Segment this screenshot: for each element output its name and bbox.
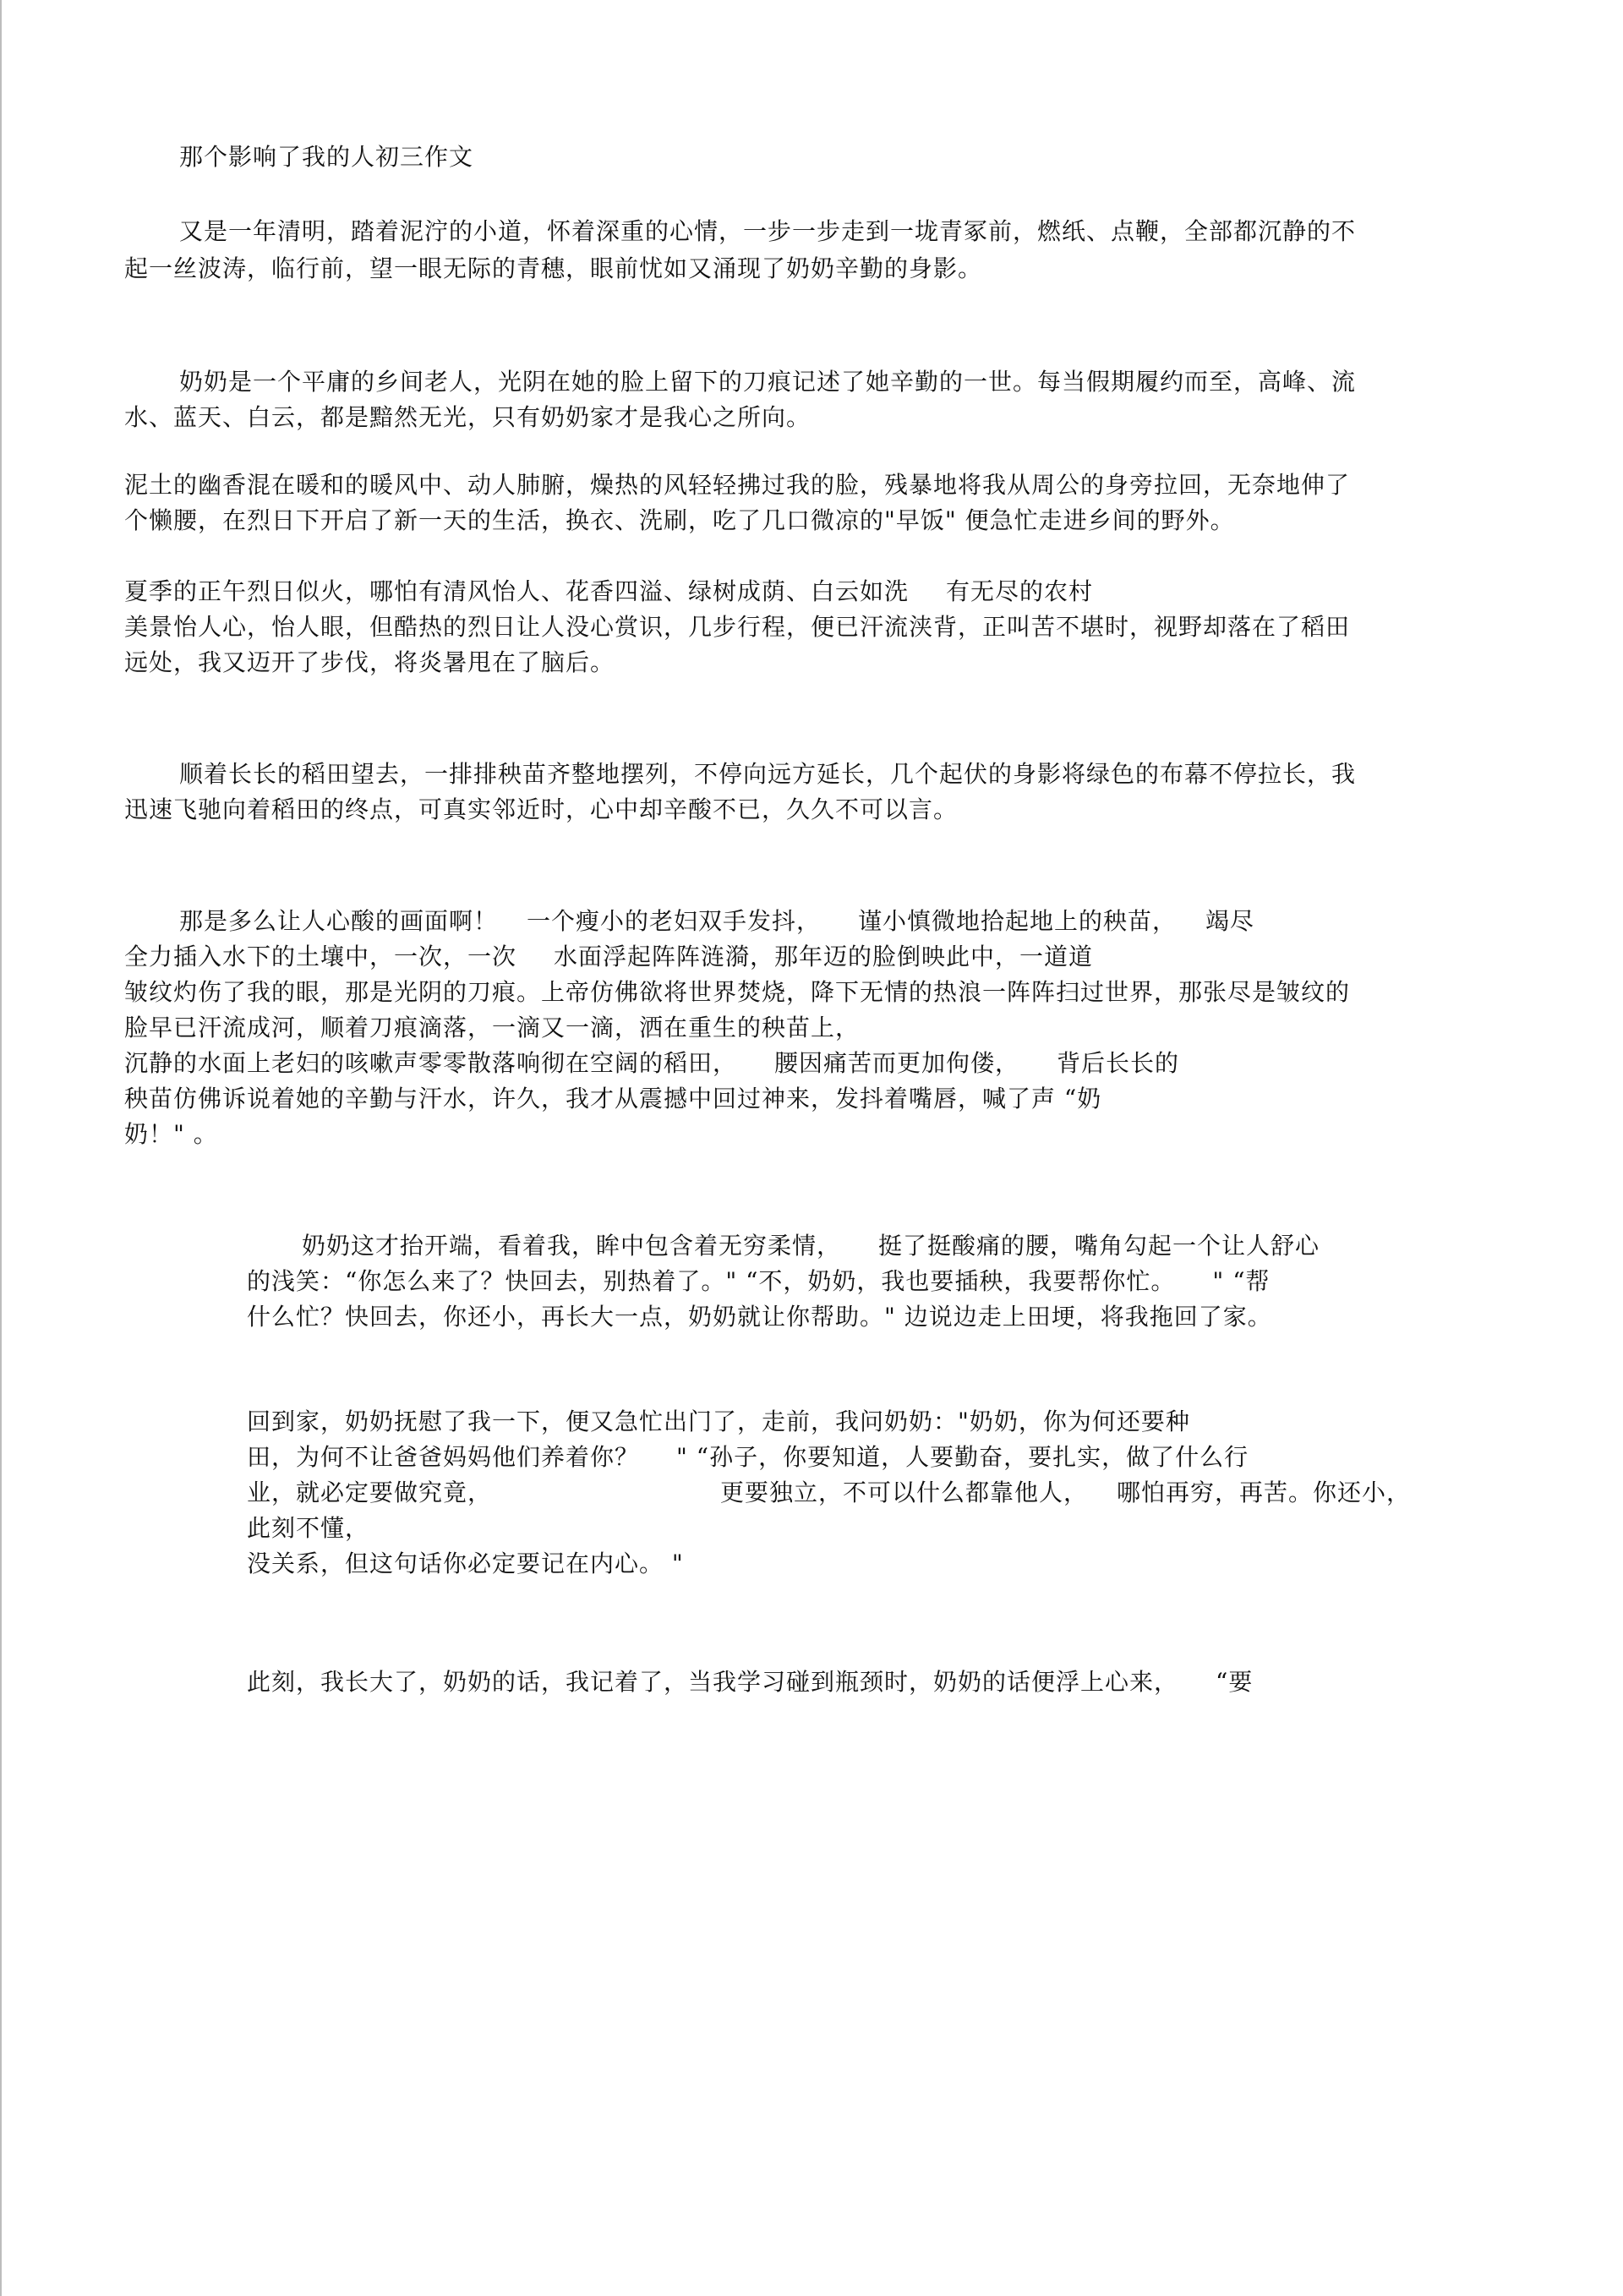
paragraph-6-line-1-part-c: 谨小慎微地拾起地上的秧苗，	[858, 907, 1178, 935]
paragraph-3-line-1: 泥土的幽香混在暖和的暖风中、动人肺腑，燥热的风轻轻拂过我的脸，残暴地将我从周公的身旁拉回，无奈地伸了	[124, 471, 1351, 499]
paragraph-9-line-1	[247, 1667, 1253, 1697]
paragraph-3-line-2: 个懒腰，在烈日下开启了新一天的生活，换衣、洗刷，吃了几口微凉的"早饭" 便急忙走进乡间的野外。	[124, 506, 1235, 534]
paragraph-9-line-1-part-b: “要	[1216, 1668, 1254, 1696]
paragraph-4-line-2: 美景怡人心，怡人眼，但酷热的烈日让人没心赏识，几步行程，便已汗流浃背，正叫苦不堪时，视野却落在了稻田	[124, 613, 1351, 641]
paragraph-5-line-2: 迅速飞驰向着稻田的终点，可真实邻近时，心中却辛酸不已，久久不可以言。	[124, 795, 959, 823]
paragraph-1-line-1: 又是一年清明，踏着泥泞的小道，怀着深重的心情，一步一步走到一垅青冢前，燃纸、点鞭，全部都沉静的不	[179, 217, 1357, 245]
paragraph-6-line-5-part-b: 腰因痛苦而更加佝偻，	[774, 1049, 1020, 1077]
paragraph-4-line-1-part-a: 夏季的正午烈日似火，哪怕有清风怡人、花香四溢、绿树成荫、白云如洗	[124, 577, 910, 605]
paragraph-6-line-3: 皱纹灼伤了我的眼，那是光阴的刀痕。上帝仿佛欲将世界焚烧，降下无情的热浪一阵阵扫过世界，那张尽是皱纹的	[124, 978, 1351, 1006]
paragraph-6-line-7: 奶！" 。	[124, 1120, 218, 1148]
paragraph-2-line-2: 水、蓝天、白云，都是黯然无光，只有奶奶家才是我心之所向。	[124, 403, 812, 431]
paragraph-1-line-2: 起一丝波涛，临行前，望一眼无际的青穗，眼前忧如又涌现了奶奶辛勤的身影。	[124, 254, 983, 282]
paragraph-2-line-1: 奶奶是一个平庸的乡间老人，光阴在她的脸上留下的刀痕记述了她辛勤的一世。每当假期履约而至，高峰、流	[179, 368, 1357, 396]
paragraph-6-line-5	[124, 1048, 1179, 1079]
paragraph-7-line-1-part-a: 奶奶这才抬开端，看着我，眸中包含着无穷柔情，	[302, 1232, 842, 1260]
paragraph-8-line-4: 此刻不懂，	[247, 1514, 370, 1542]
paragraph-8-line-3-part-c: 哪怕再穷，再苦。你还小，	[1117, 1479, 1412, 1506]
paragraph-4-line-3: 远处，我又迈开了步伐，将炎暑甩在了脑后。	[124, 648, 615, 676]
paragraph-7-line-3: 什么忙？快回去，你还小，再长大一点，奶奶就让你帮助。" 边说边走上田埂，将我拖回了家。	[247, 1303, 1272, 1331]
paragraph-6-line-6: 秧苗仿佛诉说着她的辛勤与汗水，许久，我才从震撼中回过神来，发抖着嘴唇，喊了声 “奶	[124, 1085, 1102, 1112]
paragraph-7-line-2-part-a: 的浅笑：“你怎么来了？快回去，别热着了。" “不，奶奶，我也要插秧，我要帮你忙。	[247, 1267, 1176, 1295]
paragraph-7-line-1	[302, 1231, 1320, 1261]
paragraph-6-line-2-part-a: 全力插入水下的土壤中，一次，一次	[124, 943, 517, 970]
paragraph-6-line-1	[179, 906, 1254, 937]
paragraph-6-line-1-part-b: 一个瘦小的老妇双手发抖，	[527, 907, 822, 935]
paragraph-8-line-3-part-b: 更要独立，不可以什么都靠他人，	[720, 1479, 1089, 1506]
paragraph-6-line-4: 脸早已汗流成河，顺着刀痕滴落，一滴又一滴，洒在重生的秧苗上，	[124, 1014, 861, 1041]
paragraph-4-line-1	[124, 577, 1093, 607]
paragraph-6-line-2	[124, 942, 1093, 972]
paragraph-6-line-1-part-a: 那是多么让人心酸的画面啊！	[179, 907, 499, 935]
paragraph-6-line-2-part-b: 水面浮起阵阵涟漪，那年迈的脸倒映此中，一道道	[554, 943, 1094, 970]
paragraph-8-line-2	[247, 1442, 1249, 1473]
paragraph-8-line-3	[247, 1478, 1411, 1508]
paragraph-6-line-1-part-d: 竭尽	[1205, 907, 1255, 935]
paragraph-6-line-5-part-c: 背后长长的	[1057, 1049, 1180, 1077]
paragraph-4-line-1-part-b: 有无尽的农村	[946, 577, 1094, 605]
paragraph-8-line-2-part-a: 田，为何不让爸爸妈妈他们养着你？	[247, 1443, 640, 1471]
paragraph-6-line-5-part-a: 沉静的水面上老妇的咳嗽声零零散落响彻在空阔的稻田，	[124, 1049, 738, 1077]
paragraph-8-line-3-part-a: 业，就必定要做究竟，	[247, 1479, 493, 1506]
paragraph-8-line-2-part-b: " “孙子，你要知道，人要勤奋，要扎实，做了什么行	[676, 1443, 1249, 1471]
paragraph-5-line-1: 顺着长长的稻田望去，一排排秧苗齐整地摆列，不停向远方延长，几个起伏的身影将绿色的布幕不停拉长，我	[179, 760, 1357, 788]
document-title: 那个影响了我的人初三作文	[179, 143, 474, 171]
paragraph-8-line-5: 没关系，但这句话你必定要记在内心。 "	[247, 1550, 684, 1577]
paragraph-7-line-2-part-b: " “帮	[1212, 1267, 1271, 1295]
paragraph-8-line-1: 回到家，奶奶抚慰了我一下，便又急忙出门了，走前，我问奶奶："奶奶，你为何还要种	[247, 1408, 1190, 1435]
paragraph-9-line-1-part-a: 此刻，我长大了，奶奶的话，我记着了，当我学习碰到瓶颈时，奶奶的话便浮上心来，	[247, 1668, 1179, 1696]
paragraph-7-line-1-part-b: 挺了挺酸痛的腰，嘴角勾起一个让人舒心	[878, 1232, 1320, 1260]
paragraph-7-line-2	[247, 1266, 1271, 1297]
